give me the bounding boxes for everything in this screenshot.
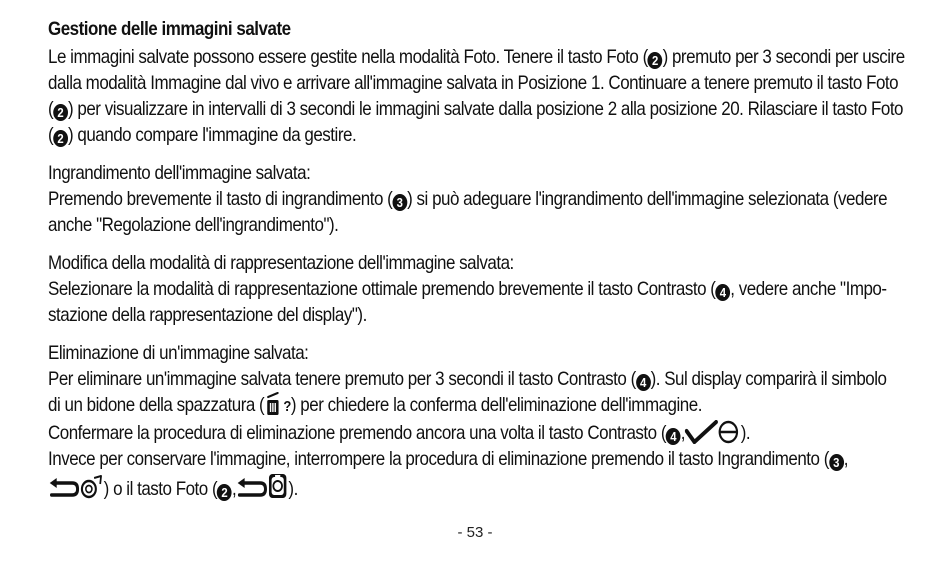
text: ).	[740, 422, 751, 444]
text-line	[48, 44, 933, 70]
minus-circle-icon	[718, 420, 741, 444]
delete-paragraph	[48, 340, 933, 502]
text: Confermare la procedura di eliminazione premendo ancora una volta il tasto Contrasto (	[48, 422, 667, 444]
trash-bin-icon	[264, 392, 281, 416]
contrast-key-marker: 4	[715, 284, 730, 301]
back-arrow-icon	[48, 478, 79, 500]
section-title: Gestione delle immagini salvate	[48, 18, 291, 40]
contrast-key-marker: 4	[636, 374, 651, 391]
text-line	[48, 366, 933, 392]
text: ).	[288, 478, 298, 500]
text: di un bidone della spazzatura (	[48, 394, 265, 416]
text: , vedere anche "Impo-	[730, 278, 887, 300]
text-line	[48, 420, 933, 446]
text-line	[48, 472, 933, 502]
text-line: stazione della rappresentazione del display").	[48, 304, 367, 326]
separator: ,	[231, 478, 237, 500]
photo-key-marker: 2	[648, 52, 663, 69]
photo-key-marker: 2	[217, 484, 232, 501]
camera-key-icon	[268, 472, 289, 500]
separator: ,	[843, 448, 848, 470]
trash-question-mark: ?	[283, 398, 291, 415]
text-line	[48, 392, 933, 420]
text-line	[48, 96, 933, 122]
mode-paragraph	[48, 250, 933, 328]
page-number: - 53 -	[457, 524, 493, 541]
checkmark-icon	[685, 420, 718, 444]
text-line	[48, 276, 933, 302]
text: ) per chiedere la conferma dell'eliminazione dell'immagine.	[290, 394, 702, 416]
text: ). Sul display comparirà il simbolo	[650, 368, 887, 390]
text: ) quando compare l'immagine da gestire.	[67, 124, 357, 146]
zoom-key-marker: 3	[392, 194, 407, 211]
text: ) si può adeguare l'ingrandimento dell'immagine selezionata (vedere	[407, 188, 888, 210]
text-line	[48, 446, 933, 472]
back-arrow-icon	[236, 478, 267, 500]
photo-key-marker: 2	[53, 104, 68, 121]
subheading: Ingrandimento dell'immagine salvata:	[48, 162, 311, 184]
subheading: Eliminazione di un'immagine salvata:	[48, 342, 309, 364]
text-line: dalla modalità Immagine dal vivo e arrivare all'immagine salvata in Posizione 1. Continuare a tenere premuto il tasto Foto	[48, 72, 899, 94]
separator: ,	[680, 422, 686, 444]
photo-key-marker: 2	[53, 130, 68, 147]
zoom-paragraph	[48, 160, 933, 238]
text: Premendo brevemente il tasto di ingrandimento (	[48, 188, 393, 210]
text: ) premuto per 3 secondi per uscire	[662, 46, 905, 68]
text-line	[48, 186, 933, 212]
text: Invece per conservare l'immagine, interrompere la procedura di eliminazione premendo il tasto Ingrandimento (	[48, 448, 829, 470]
text: (	[48, 98, 54, 120]
text: Le immagini salvate possono essere gestite nella modalità Foto. Tenere il tasto Foto (	[48, 46, 648, 68]
intro-paragraph	[48, 44, 933, 148]
text: ) per visualizzare in intervalli di 3 secondi le immagini salvate dalla posizione 2 alla posizione 20. Rilasciare il tasto Foto	[67, 98, 904, 120]
text-line: anche "Regolazione dell'ingrandimento").	[48, 214, 339, 236]
text: Selezionare la modalità di rappresentazione ottimale premendo brevemente il tasto Contrasto (	[48, 278, 716, 300]
text: Per eliminare un'immagine salvata tenere premuto per 3 secondi il tasto Contrasto (	[48, 368, 636, 390]
magnifier-icon	[79, 474, 103, 500]
contrast-key-marker: 4	[666, 428, 681, 445]
text: (	[48, 124, 54, 146]
text: ) o il tasto Foto (	[103, 478, 218, 500]
page-content	[48, 16, 933, 514]
subheading: Modifica della modalità di rappresentazione dell'immagine salvata:	[48, 252, 514, 274]
zoom-key-marker: 3	[829, 454, 844, 471]
text-line	[48, 122, 933, 148]
